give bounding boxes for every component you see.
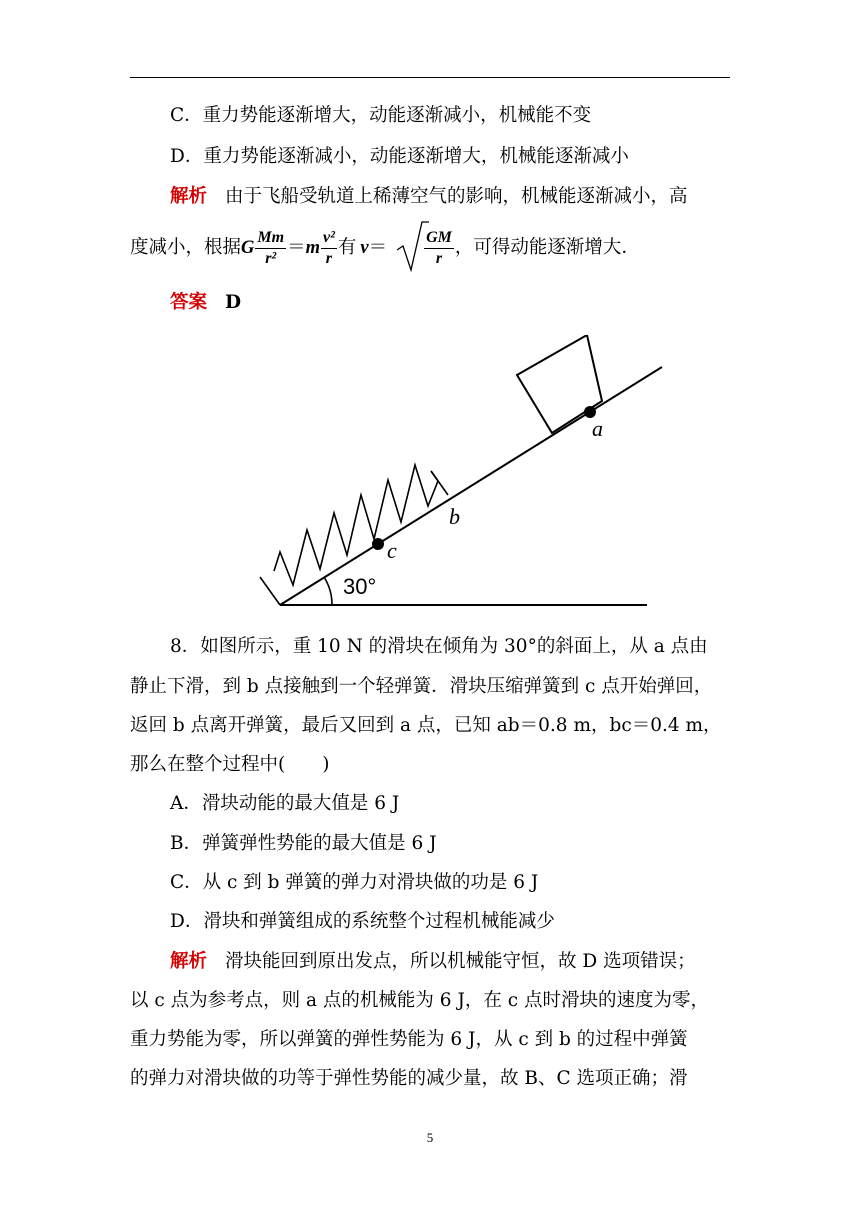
analysis1-pre: 度减小，根据 — [130, 237, 242, 258]
frac2-num: v² — [321, 228, 337, 249]
frac1-num: Mm — [255, 228, 286, 249]
option-c-prev: C．重力势能逐渐增大，动能逐渐减小，机械能不变 — [170, 105, 592, 126]
formula-eq: ＝ — [287, 237, 306, 258]
formula-sqrt — [423, 224, 455, 272]
label-a: a — [592, 416, 603, 441]
option-d-prev: D．重力势能逐渐减小，动能逐渐增大，机械能逐渐减小 — [170, 146, 629, 167]
point-c-dot — [372, 538, 384, 550]
analysis-label: 解析 — [170, 186, 208, 207]
analysis1-text1: 由于飞船受轨道上稀薄空气的影响，机械能逐渐减小，高 — [225, 186, 688, 207]
q8-option-b: B．弹簧弹性势能的最大值是 6 J — [170, 833, 437, 854]
label-angle: 30° — [343, 574, 377, 599]
formula-frac-v2-r — [321, 228, 337, 269]
incline-line — [280, 367, 662, 605]
formula-G: G — [241, 238, 255, 258]
analysis2-label: 解析 — [170, 951, 208, 972]
analysis2-line4: 的弹力对滑块做的功等于弹性势能的减少量，故 B、C 选项正确；滑 — [130, 1068, 688, 1089]
frac3-den: r — [435, 249, 443, 267]
q8-option-d: D．滑块和弹簧组成的系统整个过程机械能减少 — [170, 911, 555, 932]
formula-v: v — [360, 238, 369, 258]
block — [517, 335, 602, 433]
header-rule — [130, 77, 730, 78]
formula-m: m — [305, 238, 320, 258]
analysis2-line1 — [170, 950, 730, 974]
frac2-den: r — [325, 249, 333, 267]
answer-line — [170, 291, 730, 315]
analysis2-text1: 滑块能回到原出发点，所以机械能守恒，故 D 选项错误； — [225, 951, 696, 972]
q8-line4: 那么在整个过程中( ) — [130, 754, 330, 775]
q8-line2: 静止下滑，到 b 点接触到一个轻弹簧．滑块压缩弹簧到 c 点开始弹回， — [130, 676, 713, 697]
spring — [274, 465, 438, 585]
label-b: b — [449, 504, 460, 529]
analysis2-line3: 重力势能为零，所以弹簧的弹性势能为 6 J，从 c 到 b 的过程中弹簧 — [130, 1029, 688, 1050]
q8-option-c: C．从 c 到 b 弹簧的弹力对滑块做的功是 6 J — [170, 872, 539, 893]
formula-eq2: ＝ — [368, 237, 388, 258]
q8-line3: 返回 b 点离开弹簧，最后又回到 a 点，已知 ab＝0.8 m，bc＝0.4 m， — [130, 715, 722, 736]
analysis1-line2 — [130, 224, 730, 272]
formula-you: 有 — [337, 237, 357, 258]
analysis2-line2: 以 c 点为参考点，则 a 点的机械能为 6 J，在 c 点时滑块的速度为零， — [130, 990, 709, 1011]
angle-arc — [324, 577, 332, 605]
sqrt-sign-icon — [395, 220, 429, 272]
formula-frac-Mm-r2 — [255, 228, 286, 269]
answer-label: 答案 — [170, 292, 208, 313]
answer-value: D — [225, 292, 242, 313]
page-number: 5 — [426, 1130, 434, 1145]
incline-spring-diagram — [250, 335, 670, 615]
analysis1-post: ，可得动能逐渐增大． — [454, 237, 640, 258]
analysis1-line1 — [170, 185, 730, 209]
wall-end — [260, 577, 280, 605]
q8-option-a: A．滑块动能的最大值是 6 J — [170, 793, 400, 814]
frac3-num: GM — [424, 228, 454, 249]
label-c: c — [387, 538, 397, 563]
frac1-den: r² — [265, 249, 277, 267]
q8-line1: 8．如图所示，重 10 N 的滑块在倾角为 30°的斜面上，从 a 点由 — [170, 636, 708, 657]
